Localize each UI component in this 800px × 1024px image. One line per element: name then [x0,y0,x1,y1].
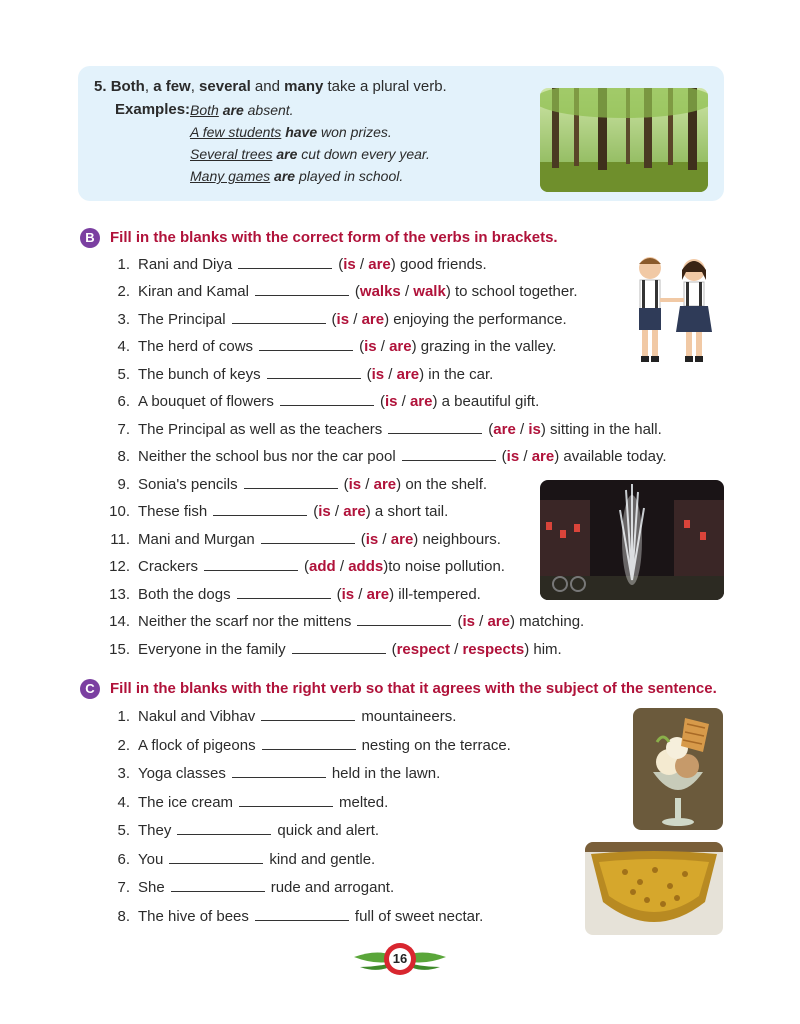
item-rest: full of sweet nectar. [354,908,484,925]
rule-statement [94,76,447,98]
item-number: 7. [117,879,130,896]
answer-blank[interactable] [402,448,496,461]
option-2: are [409,393,433,410]
c-item [94,708,456,725]
option-2: are [361,311,385,328]
example-line [190,165,430,187]
c-item [94,794,388,811]
option-2: are [366,586,390,603]
item-number: 9. [117,476,130,493]
c-item [94,822,379,839]
answer-blank[interactable] [261,708,355,721]
item-rest: quick and alert. [277,822,380,839]
item-subject: The Principal as well as the teachers [138,421,383,438]
answer-blank[interactable] [267,366,361,379]
answer-blank[interactable] [232,765,326,778]
item-rest: to school together. [450,283,578,300]
option-2: are [531,448,555,465]
example-line [190,143,430,165]
item-number: 2. [117,283,130,300]
item-rest: available today. [559,448,667,465]
option-1: is [348,476,362,493]
option-1: respect [396,641,450,658]
answer-blank[interactable] [262,737,356,750]
item-number: 6. [117,851,130,868]
rule-sep: , [144,78,154,95]
page-number: 16 [392,951,408,966]
example-subject: Several trees [190,146,273,162]
item-subject: Rani and Diya [138,256,233,273]
item-number: 3. [117,765,130,782]
option-1: is [336,311,350,328]
rule-and: and [250,78,285,95]
item-subject: Nakul and Vibhav [138,708,256,725]
item-rest: mountaineers. [361,708,457,725]
option-1: are [493,421,516,438]
item-number: 12. [109,558,130,575]
ice-cream-image [633,708,723,830]
item-rest: to noise pollution. [388,558,505,575]
answer-blank[interactable] [239,794,333,807]
b-item: 6. A bouquet of flowers (is / are) a beautiful gift. [94,393,539,410]
example-subject: Many games [190,168,271,184]
item-subject: You [138,851,164,868]
item-subject: Sonia's pencils [138,476,238,493]
rule-sep: , [190,78,200,95]
answer-blank[interactable] [232,311,326,324]
item-rest: grazing in the valley. [416,338,557,355]
b-item: 5. The bunch of keys (is / are) in the car. [94,366,493,383]
example-verb: have [285,124,318,140]
item-number: 8. [117,448,130,465]
c-item [94,879,394,896]
item-subject: Kiran and Kamal [138,283,249,300]
answer-blank[interactable] [177,822,271,835]
item-subject: Yoga classes [138,765,226,782]
option-2: are [368,256,391,273]
answer-blank[interactable] [259,338,353,351]
item-subject: A flock of pigeons [138,737,256,754]
item-number: 4. [117,338,130,355]
item-rest: a short tail. [370,503,449,520]
children-image [622,250,722,365]
b-item: 15. Everyone in the family (respect / respects) him. [94,641,562,658]
answer-blank[interactable] [244,476,338,489]
rule-tail: take a plural verb. [323,78,447,95]
item-rest: a beautiful gift. [437,393,540,410]
answer-blank[interactable] [238,256,332,269]
b-item: 8. Neither the school bus nor the car pool (is / are) available today. [94,448,667,465]
item-subject: Mani and Murgan [138,531,255,548]
item-subject: The hive of bees [138,908,249,925]
example-rest: absent. [243,102,294,118]
item-rest: in the car. [424,366,494,383]
b-item: 14. Neither the scarf nor the mittens (is / are) matching. [94,613,584,630]
section-b-badge: B [80,228,100,248]
rule-word-a-few: a few [153,78,191,95]
item-rest: melted. [339,794,389,811]
c-item [94,765,440,782]
item-subject: Both the dogs [138,586,231,603]
answer-blank[interactable] [204,558,298,571]
option-1: is [341,586,355,603]
examples-label-text: Examples: [115,101,191,118]
item-rest: on the shelf. [401,476,488,493]
answer-blank[interactable] [255,283,349,296]
item-subject: The bunch of keys [138,366,261,383]
option-2: walk [413,283,446,300]
item-number: 3. [117,311,130,328]
answer-blank[interactable] [237,586,331,599]
option-2: are [343,503,366,520]
option-1: is [371,366,385,383]
item-subject: Neither the scarf nor the mittens [138,613,352,630]
example-rest: won prizes. [317,124,392,140]
item-rest: enjoying the performance. [389,311,567,328]
item-subject: Everyone in the family [138,641,286,658]
example-line [190,99,430,121]
example-verb: are [276,146,298,162]
item-subject: They [138,822,172,839]
b-item: 7. The Principal as well as the teachers (are / is) sitting in the hall. [94,421,662,438]
b-item: 11. Mani and Murgan (is / are) neighbours. [94,531,501,548]
examples-list [190,99,430,187]
rule-word-both: Both [110,78,145,95]
item-rest: sitting in the hall. [545,421,662,438]
option-1: is [506,448,520,465]
b-item: 13. Both the dogs (is / are) ill-tempered. [94,586,481,603]
option-2: are [396,366,420,383]
answer-blank[interactable] [292,641,386,654]
c-item [94,737,511,754]
item-subject: These fish [138,503,208,520]
c-item [94,851,375,868]
item-number: 10. [109,503,130,520]
option-2: is [528,421,541,438]
item-number: 14. [109,613,130,630]
section-c-badge: C [80,679,100,699]
fireworks-image [540,480,724,600]
item-rest: matching. [515,613,585,630]
section-b-title: Fill in the blanks with the correct form of the verbs in brackets. [110,229,558,246]
example-line [190,121,430,143]
item-subject: A bouquet of flowers [138,393,274,410]
item-number: 11. [110,531,130,548]
b-item: 9. Sonia's pencils (is / are) on the shelf. [94,476,487,493]
rule-word-several: several [199,78,251,95]
b-item: 10. These fish (is / are) a short tail. [94,503,448,520]
item-number: 4. [117,794,130,811]
item-number: 1. [117,708,130,725]
option-1: add [309,558,336,575]
item-number: 13. [109,586,130,603]
example-subject: A few students [190,124,282,140]
answer-blank[interactable] [169,851,263,864]
c-item [94,908,483,925]
item-number: 5. [117,366,130,383]
item-rest: nesting on the terrace. [361,737,511,754]
item-rest: good friends. [395,256,487,273]
item-subject: Neither the school bus nor the car pool [138,448,396,465]
example-verb: are [274,168,296,184]
item-subject: The ice cream [138,794,234,811]
example-rest: cut down every year. [297,146,430,162]
item-rest: neighbours. [418,531,501,548]
item-rest: rude and arrogant. [270,879,395,896]
item-subject: She [138,879,165,896]
item-rest: held in the lawn. [331,765,441,782]
item-number: 15. [109,641,130,658]
answer-blank[interactable] [357,613,451,626]
option-2: are [389,338,412,355]
option-2: are [373,476,397,493]
option-2: adds [348,558,384,575]
answer-blank[interactable] [213,503,307,516]
item-subject: Crackers [138,558,199,575]
b-item: 3. The Principal (is / are) enjoying the performance. [94,311,567,328]
option-2: are [390,531,414,548]
option-2: are [487,613,510,630]
item-number: 2. [117,737,130,754]
examples-label [115,99,190,121]
b-item: 4. The herd of cows (is / are) grazing in the valley. [94,338,556,355]
forest-image [540,88,708,192]
item-subject: The Principal [138,311,226,328]
answer-blank[interactable] [388,421,482,434]
answer-blank[interactable] [261,531,355,544]
section-c-title: Fill in the blanks with the right verb so that it agrees with the subject of the sentence. [110,680,717,697]
option-1: is [318,503,331,520]
option-2: respects [462,641,525,658]
item-number: 1. [117,256,130,273]
example-subject: Both [190,102,219,118]
example-rest: played in school. [295,168,404,184]
item-rest: ill-tempered. [394,586,481,603]
option-1: is [343,256,356,273]
item-number: 5. [117,822,130,839]
beehive-image [585,842,723,935]
b-item: 2. Kiran and Kamal (walks / walk) to school together. [94,283,578,300]
option-1: is [384,393,398,410]
answer-blank[interactable] [255,908,349,921]
item-number: 8. [117,908,130,925]
b-item: 1. Rani and Diya (is / are) good friends. [94,256,487,273]
option-1: is [365,531,379,548]
example-verb: are [222,102,244,118]
b-item: 12. Crackers (add / adds)to noise pollution. [94,558,505,575]
option-1: is [462,613,475,630]
option-1: walks [359,283,401,300]
option-1: is [364,338,377,355]
rule-number: 5. [94,78,107,95]
item-subject: The herd of cows [138,338,254,355]
item-rest: him. [529,641,562,658]
item-number: 6. [117,393,130,410]
answer-blank[interactable] [171,879,265,892]
rule-word-many: many [284,78,324,95]
item-rest: kind and gentle. [269,851,376,868]
item-number: 7. [117,421,130,438]
answer-blank[interactable] [280,393,374,406]
